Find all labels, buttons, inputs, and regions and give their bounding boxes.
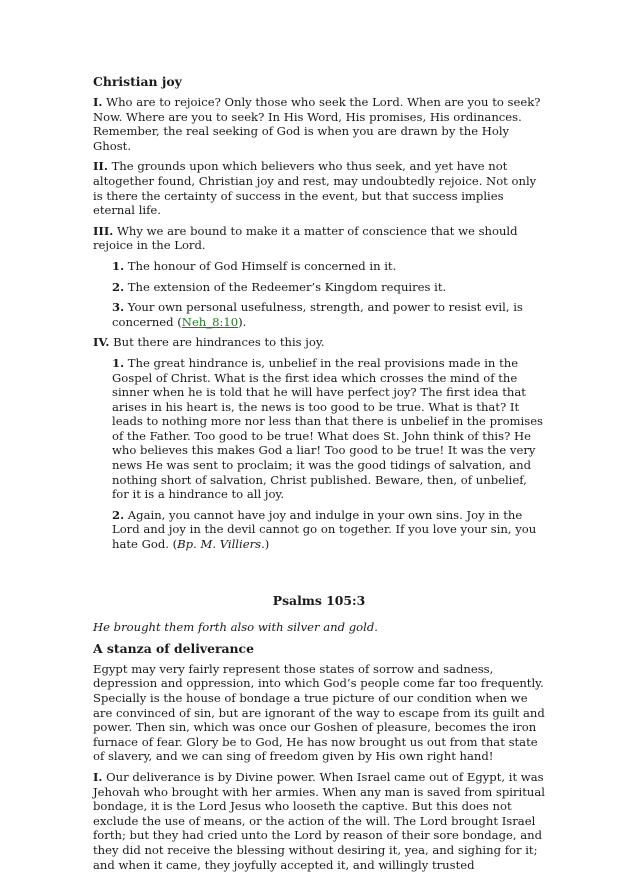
section-title: Christian joy [93, 74, 182, 89]
subpoint-3-2 [112, 280, 545, 295]
subpoint-text: Again, you cannot have joy and indulge in your own sins. Joy in the Lord and joy in the devil cannot go on together. If you love your sin, you hate God. ( [112, 507, 537, 552]
paragraph-number: II. [93, 159, 108, 174]
subpoint-3-1 [112, 259, 545, 274]
paragraph-text: Egypt may very fairly represent those states of sorrow and sadness, depression and oppression, into which God’s people come far too frequently. Specially is the house of bondage a true picture of our condition when we are convinced of sin, but are ignorant of the way to escape from its guilt and power. Then sin, which was once our Goshen of pleasure, becomes the iron furnace of fear. Glory be to God, He has now brought us out from that state of slavery, and we can sing of freedom given by His own right hand! [93, 661, 545, 764]
paragraph-3 [93, 224, 545, 253]
scripture-reference-link[interactable]: Neh_8:10 [181, 314, 239, 329]
paragraph-number: IV. [93, 335, 110, 350]
source-attribution: Bp. M. Villiers [177, 537, 262, 552]
paragraph-text: The grounds upon which believers who thus seek, and yet have not altogether found, Christian joy and rest, may undoubtedly rejoice. Not only is there the certainty of success in the event, but that success implies eternal life. [93, 159, 537, 218]
subpoint-4-2 [112, 508, 545, 552]
paragraph-2 [93, 159, 545, 217]
subpoint-4-1 [112, 356, 545, 502]
subpoint-number: 2. [112, 279, 125, 294]
subpoint-number: 3. [112, 300, 125, 315]
paragraph-text: Who are to rejoice? Only those who seek the Lord. When are you to seek? Now. Where are you to seek? In His Word, His promises, His ordinances. Remember, the real seeking of God is when you are drawn by the Holy Ghost. [93, 95, 541, 153]
paragraph-intro [93, 662, 545, 764]
subpoint-text: The honour of God Himself is concerned in it. [127, 258, 397, 273]
subpoint-3-3 [112, 300, 545, 329]
paragraph-number: I. [93, 95, 103, 109]
subpoint-text: The extension of the Redeemer’s Kingdom requires it. [127, 279, 447, 294]
subpoint-number: 1. [112, 355, 125, 370]
paragraph-number: III. [93, 223, 114, 238]
paragraph-4 [93, 335, 545, 350]
paragraph-1 [93, 95, 545, 153]
verse-text: He brought them forth also with silver and gold. [93, 620, 378, 635]
paragraph-number: I. [93, 769, 103, 784]
paragraph-5 [93, 770, 545, 872]
subpoint-number: 2. [112, 507, 125, 522]
scripture-heading: Psalms 105:3 [272, 592, 366, 608]
paragraph-text: But there are hindrances to this joy. [113, 335, 325, 350]
subpoint-text: The great hindrance is, unbelief in the real provisions made in the Gospel of Christ. What is the first idea which crosses the mind of the sinner when he is told that he will have perfect joy? The first idea that arises in his heart is, the news is too good to be true. What is that? It leads to nothing more nor less than that there is unbelief in the promises of the Father. Too good to be true! What does St. John think of this? He who believes this makes God a liar! Too good to be true! It was the very news He was sent to proclaim; it was the good tidings of salvation, and nothing short of salvation, Christ published. Beware, then, of unbelief, for it is a hindrance to all joy. [112, 355, 544, 502]
subpoint-text-end: ). [238, 314, 247, 329]
paragraph-text: Why we are bound to make it a matter of conscience that we should rejoice in the Lord. [93, 223, 518, 253]
subpoint-text-end: .) [261, 537, 270, 552]
subpoint-number: 1. [112, 258, 125, 273]
paragraph-text: Our deliverance is by Divine power. When Israel came out of Egypt, it was Jehovah who brought with her armies. When any man is saved from spiritual bondage, it is the Lord Jesus who looseth the captive. But this does not exclude the use of means, or the action of the will. The Lord brought Israel forth; but they had cried unto the Lord by reason of their sore bondage, and they did not receive the blessing without desiring it, yea, and sighing for it; and when it came, they joyfully accepted it, and willingly trusted [93, 769, 545, 872]
document-page [93, 74, 545, 878]
section-title: A stanza of deliverance [93, 640, 254, 656]
subpoint-text: Your own personal usefulness, strength, and power to resist evil, is concerned ( [112, 300, 523, 329]
